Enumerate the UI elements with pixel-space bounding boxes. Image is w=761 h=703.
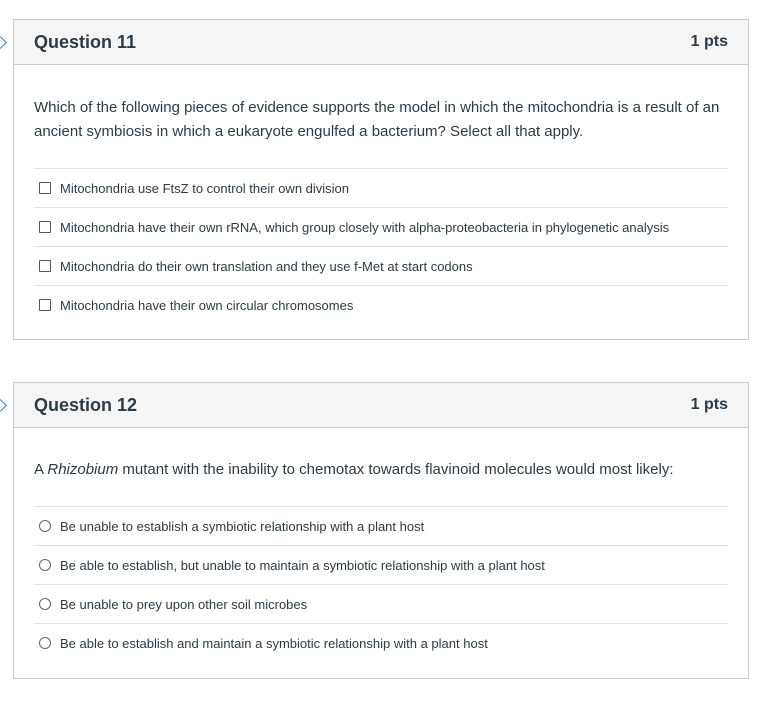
answer-label: Mitochondria use FtsZ to control their own division [60, 180, 350, 196]
question-12 [13, 382, 749, 679]
checkbox[interactable] [39, 182, 51, 194]
question-11 [13, 19, 749, 340]
question-header [14, 383, 748, 428]
question-title: Question 11 [34, 31, 137, 52]
answer-label: Be able to establish and maintain a symbiotic relationship with a plant host [60, 635, 488, 651]
answer-label: Be able to establish, but unable to maintain a symbiotic relationship with a plant host [60, 557, 545, 573]
radio-button[interactable] [39, 637, 51, 649]
answer-option[interactable] [34, 168, 728, 207]
radio-button[interactable] [39, 559, 51, 571]
answer-label: Be unable to prey upon other soil microbes [60, 596, 308, 612]
answer-option[interactable] [34, 545, 728, 584]
flag-question-icon[interactable] [0, 399, 7, 412]
question-title: Question 12 [34, 394, 138, 415]
checkbox[interactable] [39, 221, 51, 233]
question-text-prefix: A [34, 461, 48, 478]
radio-button[interactable] [39, 520, 51, 532]
answer-list [34, 506, 728, 662]
answer-option[interactable] [34, 506, 728, 545]
answer-label: Be unable to establish a symbiotic relationship with a plant host [60, 518, 425, 534]
checkbox[interactable] [39, 299, 51, 311]
question-text: Which of the following pieces of evidence supports the model in which the mitochondria is a result of an ancient symbiosis in which a eukaryote engulfed a bacterium? Select all that apply. [34, 99, 720, 140]
answer-list [34, 168, 728, 324]
question-points: 1 pts [690, 396, 728, 413]
question-text-suffix: mutant with the inability to chemotax towards flavinoid molecules would most likely: [118, 461, 674, 478]
question-points: 1 pts [690, 33, 728, 50]
question-text-italic: Rhizobium [47, 461, 119, 478]
radio-button[interactable] [39, 598, 51, 610]
answer-label: Mitochondria have their own circular chromosomes [60, 297, 354, 313]
answer-label: Mitochondria do their own translation and they use f-Met at start codons [60, 258, 473, 274]
answer-label: Mitochondria have their own rRNA, which group closely with alpha-proteobacteria in phylogenetic analysis [60, 219, 670, 235]
answer-option[interactable] [34, 285, 728, 324]
question-header [14, 20, 748, 65]
flag-question-icon[interactable] [0, 36, 7, 49]
answer-option[interactable] [34, 207, 728, 246]
answer-option[interactable] [34, 623, 728, 662]
checkbox[interactable] [39, 260, 51, 272]
question-text [34, 428, 728, 506]
answer-option[interactable] [34, 246, 728, 285]
answer-option[interactable] [34, 584, 728, 623]
